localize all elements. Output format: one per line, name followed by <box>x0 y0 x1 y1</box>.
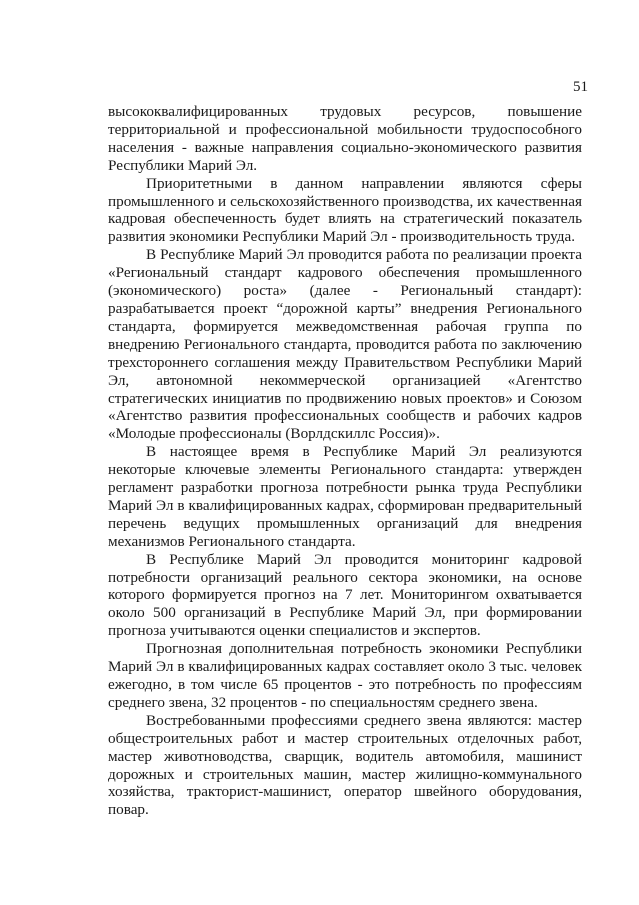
paragraph: В Республике Марий Эл проводится мониторинг кадровой потребности организаций реального сектора экономики, на основе которого формируется прогноз на 7 лет. Мониторингом охватывается около 500 организаций в Республике Марий Эл, при формировании прогноза учитываются оценки специалистов и экспертов. <box>108 550 582 640</box>
page-number: 51 <box>573 79 588 95</box>
paragraph: Прогнозная дополнительная потребность экономики Республики Марий Эл в квалифицированных кадрах составляет около 3 тыс. человек ежегодно, в том числе 65 процентов - это потребность по профессиям среднего звена, 32 процентов - по специальностям среднего звена. <box>108 640 582 711</box>
paragraph: В Республике Марий Эл проводится работа по реализации проекта «Региональный стандарт кадрового обеспечения промышленного (экономического) роста» (далее - Региональный стандарт): разрабатывается проект “дорожной карты” внедрения Регионального стандарта, формируется межведомственная рабочая группа по внедрению Регионального стандарта, проводится работа по заключению трехстороннего соглашения между Правительством Республики Марий Эл, автономной некоммерческой организацией «Агентство стратегических инициатив по продвижению новых проектов» и Союзом «Агентство развития профессиональных сообществ и рабочих кадров «Молодые профессионалы (Ворлдскиллс Россия)». <box>108 246 582 443</box>
document-body <box>108 103 582 819</box>
paragraph: Востребованными профессиями среднего звена являются: мастер общестроительных работ и мастер строительных отделочных работ, мастер животноводства, сварщик, водитель автомобиля, машинист дорожных и строительных машин, мастер жилищно-коммунального хозяйства, тракторист-машинист, оператор швейного оборудования, повар. <box>108 711 582 819</box>
paragraph: высококвалифицированных трудовых ресурсов, повышение территориальной и профессиональной мобильности трудоспособного населения - важные направления социально-экономического развития Республики Марий Эл. <box>108 103 582 174</box>
paragraph: В настоящее время в Республике Марий Эл реализуются некоторые ключевые элементы Регионального стандарта: утвержден регламент разработки прогноза потребности рынка труда Республики Марий Эл в квалифицированных кадрах, сформирован предварительный перечень ведущих промышленных организаций для внедрения механизмов Регионального стандарта. <box>108 443 582 550</box>
paragraph: Приоритетными в данном направлении являются сферы промышленного и сельскохозяйственного производства, их качественная кадровая обеспеченность будет влиять на стратегический показатель развития экономики Республики Марий Эл - производительность труда. <box>108 174 582 246</box>
